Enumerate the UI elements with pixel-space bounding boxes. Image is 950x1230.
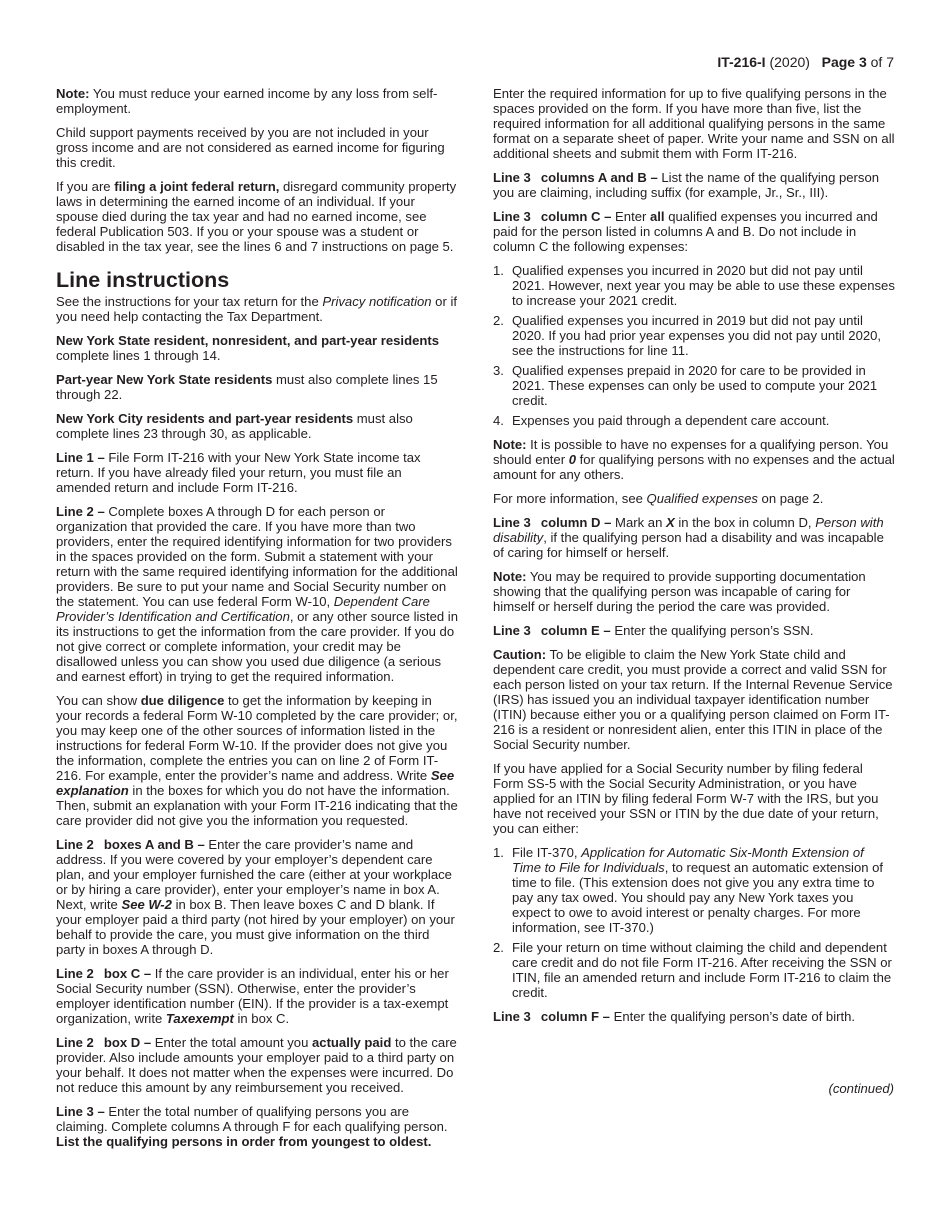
form-year: (2020) — [769, 54, 810, 70]
due-diligence-paragraph: You can show due diligence to get the information by keeping in your records a federal Form W-10 completed by the care provider; or, you may keep one of the other sources of information listed in the instructions for federal Form W-10. If the provider does not give you the information, complete the entries you can on line 2 of Form IT-216. For example, enter the provider’s name and address. Write See explanation in the boxes for which you do not have the information. Then, submit an explanation with your Form IT-216 indicating that the care provider did not give you the information you requested. — [56, 693, 458, 828]
page-header — [717, 54, 894, 70]
list-item: 1. Qualified expenses you incurred in 2020 but did not pay until 2021. However, next year you may be able to use these expenses to increase your 2021 credit. — [493, 263, 895, 308]
left-column — [56, 86, 458, 1158]
list-item: 2. Qualified expenses you incurred in 2019 but did not pay until 2020. If you had prior year expenses you did not pay until 2020, see the instructions for line 11. — [493, 313, 882, 358]
line-2-paragraph: Line 2 – Complete boxes A through D for each person or organization that provided the care. If you have more than two providers, enter the required identifying information for two providers in the spaces provided on the form. Submit a statement with your return with the same required identifying information for the additional providers. Be sure to put your name and Social Security number on the statement. You can use federal Form W-10, Dependent Care Provider’s Identification and Certification, or any other source listed in its instructions to get the information from the care provider. If you do not give correct or complete information, your credit may be disallowed unless you can show you used due diligence (a serious and earnest effort) in trying to get the required information. — [56, 504, 458, 684]
excluded-expenses-list — [493, 263, 895, 428]
line-2-boxes-ab-paragraph: Line 2 boxes A and B – Enter the care provider’s name and address. If you were covered by your employer’s dependent care plan, and your employer furnished the care (either at your workplace or by hiring a care provider), enter your employer’s name in box A. Next, write See W-2 in box B. Then leave boxes C and D blank. If your employer paid a third party (not hired by your employer) on your behalf to provide the care, you must give information on the third party in boxes A through D. — [56, 837, 455, 957]
right-column — [493, 86, 895, 1033]
qualifying-persons-intro: Enter the required information for up to five qualifying persons in the spaces provided on the form. If you have more than five, list the required information for all additional qualifying persons in the same format on a separate sheet of paper. Write your name and SSN on all additional sheets and submit them with Form IT-216. — [493, 86, 895, 161]
line-3-columns-ab-paragraph: Line 3 columns A and B – List the name of the qualifying person you are claiming, including suffix (for example, Jr., Sr., III). — [493, 170, 880, 200]
no-expenses-note: Note: It is possible to have no expenses for a qualifying person. You should enter 0 for qualifying persons with no expenses and the actual amount for any others. — [493, 437, 895, 482]
line-instructions-heading: Line instructions — [56, 268, 230, 292]
list-item: 2. File your return on time without claiming the child and dependent care credit and do not file Form IT-216. After receiving the SSN or ITIN, file an amended return and include Form IT-216 to claim the credit. — [493, 940, 892, 1000]
form-id: IT-216-I — [717, 54, 766, 70]
line-1-paragraph: Line 1 – File Form IT-216 with your New York State income tax return. If you have already filed your return, you must file an amended return and include Form IT-216. — [56, 450, 421, 495]
list-item: 1. File IT-370, Application for Automatic Six-Month Extension of Time to File for Individuals, to request an automatic extension of time to file. (This extension does not give you any extra time to pay any tax owed. You should pay any New York taxes you expect to owe to avoid interest or penalty charges. For more information, see IT-370.) — [493, 845, 884, 935]
list-item: 4. Expenses you paid through a dependent care account. — [493, 413, 830, 428]
line-3-column-d-paragraph: Line 3 column D – Mark an X in the box in column D, Person with disability, if the qualifying person had a disability and was incapable of caring for himself or herself. — [493, 515, 884, 560]
line-3-column-e-paragraph: Line 3 column E – Enter the qualifying person’s SSN. — [493, 623, 814, 638]
ssn-options-list — [493, 845, 895, 1000]
line-2-box-c-paragraph: Line 2 box C – If the care provider is an individual, enter his or her Social Security number (SSN). Otherwise, enter the provider’s employer identification number (EIN). If the provider is a tax-exempt organization, write Taxexempt in box C. — [56, 966, 449, 1026]
privacy-paragraph: See the instructions for your tax return for the Privacy notification or if you need help contacting the Tax Department. — [56, 294, 458, 324]
more-information-paragraph: For more information, see Qualified expenses on page 2. — [493, 491, 824, 506]
supporting-documentation-note: Note: You may be required to provide supporting documentation showing that the qualifying person was incapable of caring for himself or herself during the period the care was provided. — [493, 569, 866, 614]
nyc-residents-paragraph: New York City residents and part-year residents must also complete lines 23 through 30, as applicable. — [56, 411, 413, 441]
page-number: Page 3 — [821, 54, 867, 70]
nys-residents-paragraph: New York State resident, nonresident, and part-year residents complete lines 1 through 14. — [56, 333, 439, 363]
earned-income-note: Note: You must reduce your earned income by any loss from self-employment. — [56, 86, 438, 116]
part-year-paragraph: Part-year New York State residents must also complete lines 15 through 22. — [56, 372, 438, 402]
applied-ssn-paragraph: If you have applied for a Social Security number by filing federal Form SS-5 with the Social Security Administration, or you have applied for an ITIN by filing federal Form W-7 with the IRS, but you have not received your SSN or ITIN by the due date of your return, you can either: — [493, 761, 879, 836]
line-3-column-f-paragraph: Line 3 column F – Enter the qualifying person’s date of birth. — [493, 1009, 856, 1024]
line-3-column-c-paragraph: Line 3 column C – Enter all qualified expenses you incurred and paid for the person listed in columns A and B. Do not include in column C the following expenses: — [493, 209, 878, 254]
ssn-caution-paragraph: Caution: To be eligible to claim the New York State child and dependent care credit, you must provide a correct and valid SSN for each person listed on your tax return. If the Internal Revenue Service (IRS) has issued you an individual taxpayer identification number (ITIN) because either you or a qualifying person claimed on Form IT-216 is a resident or nonresident alien, enter this ITIN in place of the Social Security number. — [493, 647, 893, 752]
line-2-box-d-paragraph: Line 2 box D – Enter the total amount you actually paid to the care provider. Also include amounts your employer paid to a third party on your behalf. It does not matter when the expenses were incurred. Do not reduce this amount by any reimbursement you received. — [56, 1035, 457, 1095]
line-3-paragraph: Line 3 – Enter the total number of qualifying persons you are claiming. Complete columns A through F for each qualifying person. List the qualifying persons in order from youngest to oldest. — [56, 1104, 448, 1149]
joint-return-paragraph: If you are filing a joint federal return, disregard community property laws in determining the earned income of an individual. If your spouse died during the tax year and had no earned income, see federal Publication 503. If you or your spouse was a student or disabled in the tax year, see the lines 6 and 7 instructions on page 5. — [56, 179, 457, 254]
list-item: 3. Qualified expenses prepaid in 2020 for care to be provided in 2021. These expenses can only be used to compute your 2021 credit. — [493, 363, 878, 408]
page-total: of 7 — [870, 54, 894, 70]
continued-label: (continued) — [828, 1081, 894, 1096]
child-support-paragraph: Child support payments received by you are not included in your gross income and are not considered as earned income for figuring this credit. — [56, 125, 445, 170]
